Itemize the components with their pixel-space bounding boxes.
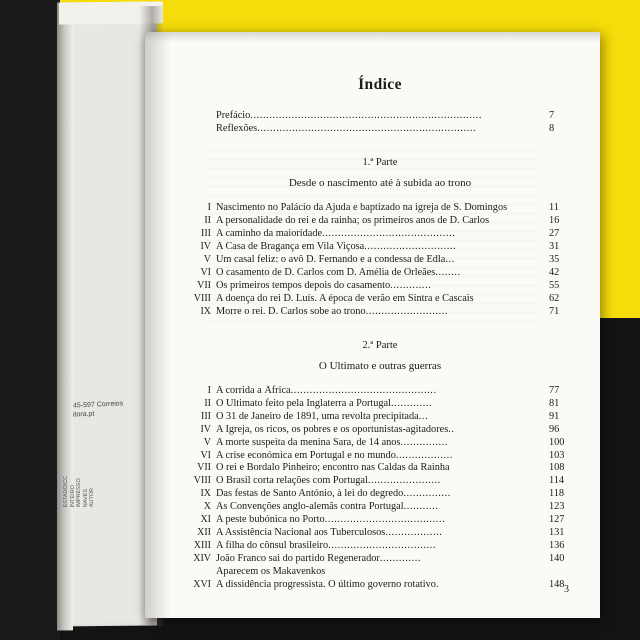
toc-number: VI [200,266,211,278]
toc-page: 91 [549,410,560,422]
part-block-1 [185,157,575,318]
toc-page: 7 [549,110,555,121]
toc-leader: ..................................................................... [257,122,477,134]
toc-label: A Casa de Bragança em Vila Viçosa............................. [216,241,457,253]
page-fold-shadow [145,32,171,618]
toc-label: A morte suspeita da menina Sara, de 14 anos............... [216,436,449,448]
toc-number: XIV [193,552,211,564]
toc-row [185,202,575,214]
toc-page: 11 [549,202,559,214]
toc-number: IX [200,488,211,500]
toc-number: IX [200,305,211,317]
toc-number: I [207,384,211,396]
toc-page: 71 [549,305,560,317]
toc-row [185,540,575,552]
toc-label: A doença do rei D. Luís. A época de verão em Sintra e Cascais [216,292,474,304]
toc-number: XII [197,526,211,538]
toc-number: IV [200,241,211,253]
toc-leader: .......................... [365,305,449,317]
toc-leader: .................. [385,526,443,538]
toc-page: 42 [549,266,560,278]
toc-row [185,306,575,318]
toc-page: 114 [549,475,565,487]
part-heading: 1.ª Parte [362,157,398,169]
toc-row [185,411,575,423]
toc-row [185,462,575,474]
toc-page: 131 [549,526,565,538]
toc-label: O Brasil corta relações com Portugal....................... [216,475,441,487]
toc-row-continuation [185,566,575,578]
toc-row [185,475,575,487]
toc-leader: .................. [395,449,454,461]
toc-page: 127 [549,514,565,526]
toc-page: 81 [549,397,560,409]
toc-page: 148 [549,578,565,590]
page-folio: 3 [564,584,569,595]
toc-page: 35 [549,253,560,265]
toc-label: A Igreja, os ricos, os pobres e os oportunistas-agitadores.. [216,423,455,435]
toc-label: A crise económica em Portugal e no mundo.................. [216,449,454,461]
part-subtitle: Desde o nascimento até à subida ao trono [288,177,472,190]
toc-page: 136 [549,539,565,551]
toc-leader: ............. [390,279,432,291]
toc-page: 55 [549,279,560,291]
toc-number: III [201,410,211,422]
toc-label: Aparecem os Makavenkos [216,565,326,577]
toc-number: VI [200,449,211,461]
toc-row [185,424,575,436]
toc-row [185,110,575,122]
toc-leader: ............. [391,397,433,409]
toc-leader: .......................................... [322,228,456,240]
page-top-shadow [145,32,600,42]
toc-row [185,579,575,591]
toc-page: 27 [549,228,560,240]
toc-leader: ....................... [367,475,441,487]
toc-label: O casamento de D. Carlos com D. Amélia de Orleães........ [216,266,461,278]
toc-leader: ............... [400,436,449,448]
part-1-toc [185,202,575,318]
toc-row [185,254,575,266]
page-title: Índice [358,76,402,93]
part-2-toc [185,385,575,591]
toc-leader: . [435,578,440,590]
toc-leader: ........... [403,501,439,513]
toc-label: As Convenções anglo-alemãs contra Portugal........... [216,501,439,513]
toc-page: 100 [549,436,565,448]
part-heading: 2.ª Parte [362,339,398,351]
toc-leader: ............................. [364,241,457,253]
left-page-spine-text: 45-597 Correios itora.pt [73,400,124,419]
toc-leader: .............................................. [290,384,437,396]
toc-leader: .................................. [328,539,437,551]
toc-number: IV [200,423,211,435]
toc-page: 118 [549,488,565,500]
toc-label: A caminho da maioridade.......................................... [216,228,456,240]
toc-row [185,280,575,292]
toc-number: XI [200,514,211,526]
part-subtitle: O Ultimato e outras guerras [318,359,442,372]
toc-label: A dissidência progressista. O último governo rotativo. [216,578,440,590]
toc-label: Nascimento no Palácio da Ajuda e baptizado na igreja de S. Domingos [216,202,508,214]
toc-number: V [203,253,211,265]
toc-row [185,514,575,526]
toc-number: V [203,436,211,448]
toc-label: Das festas de Santo António, à lei do degredo............... [216,488,451,500]
toc-label: O 31 de Janeiro de 1891, uma revolta precipitada... [216,410,429,422]
toc-number: III [201,228,211,240]
left-page-vertical-text [63,475,96,507]
toc-page: 103 [549,449,565,461]
toc-row [185,450,575,462]
toc-label: A peste bubónica no Porto...................................... [216,514,446,526]
toc-row [185,527,575,539]
toc-leader: ............... [403,488,451,500]
toc-row [185,228,575,240]
toc-page: 108 [549,462,565,474]
toc-number: II [204,215,211,227]
vertical-line-3: IMPRESSO [76,478,82,508]
toc-number: X [203,501,211,513]
toc-label: Reflexões..................................................................... [216,122,477,134]
page-edge [57,2,73,630]
toc-page: 31 [549,241,560,253]
toc-row [185,488,575,500]
toc-leader: ... [445,253,455,265]
open-book [57,0,602,628]
part-block-2 [185,340,575,591]
toc-row [185,553,575,565]
toc-number: VIII [193,292,211,304]
toc-row [185,398,575,410]
vertical-line-1: ESTADO/CC [63,475,69,508]
toc-row [185,437,575,449]
vertical-line-4: NAVES [82,488,89,508]
toc-row [185,501,575,513]
toc-page: 16 [549,215,560,227]
toc-row [185,267,575,279]
toc-label: O Ultimato feito pela Inglaterra a Portugal............. [216,397,433,409]
toc-leader: ............. [379,552,422,564]
background-dark-left-strip [0,0,60,640]
toc-number: II [204,397,211,409]
toc-row [185,385,575,397]
toc-leader: ......................................................................... [250,110,483,121]
toc-leader: ...................................... [324,514,446,526]
toc-number: VII [197,462,211,474]
toc-row [185,215,575,227]
toc-label: A Assistência Nacional aos Tuberculosos.................. [216,526,443,538]
toc-page: 123 [549,501,565,513]
index-content [185,56,575,601]
toc-label: João Franco sai do partido Regenerador............. [216,552,422,564]
toc-label: Morre o rei. D. Carlos sobe ao trono.......................... [216,305,449,317]
toc-page: 8 [549,122,555,134]
toc-label: A corrida a África.............................................. [216,384,437,396]
toc-label: Os primeiros tempos depois do casamento............. [216,279,432,291]
toc-label: A filha do cônsul brasileiro.................................. [216,539,437,551]
toc-page: 140 [549,552,565,564]
toc-leader: .. [448,423,455,435]
toc-label: A personalidade do rei e da rainha; os primeiros anos de D. Carlos [216,215,490,227]
toc-page: 77 [549,384,560,396]
front-matter-list [185,110,575,135]
vertical-line-2: INTEIRO [69,485,76,508]
toc-row [185,241,575,253]
toc-number: XIII [193,539,211,551]
toc-leader: ... [418,410,429,422]
toc-page: 62 [549,292,560,304]
toc-page: 96 [549,423,560,435]
toc-number: VIII [193,475,211,487]
toc-label: Prefácio......................................................................... [216,110,483,121]
toc-row [185,293,575,305]
toc-number: I [207,202,211,214]
toc-number: XVI [193,578,211,590]
toc-number: VII [197,279,211,291]
toc-label: O rei e Bordalo Pinheiro; encontro nas Caldas da Rainha [216,462,450,474]
vertical-line-5: AUTOR [89,487,95,508]
toc-label: Um casal feliz: o avô D. Fernando e a condessa de Edla... [216,253,455,265]
toc-leader: ........ [435,266,461,278]
toc-row [185,123,575,135]
